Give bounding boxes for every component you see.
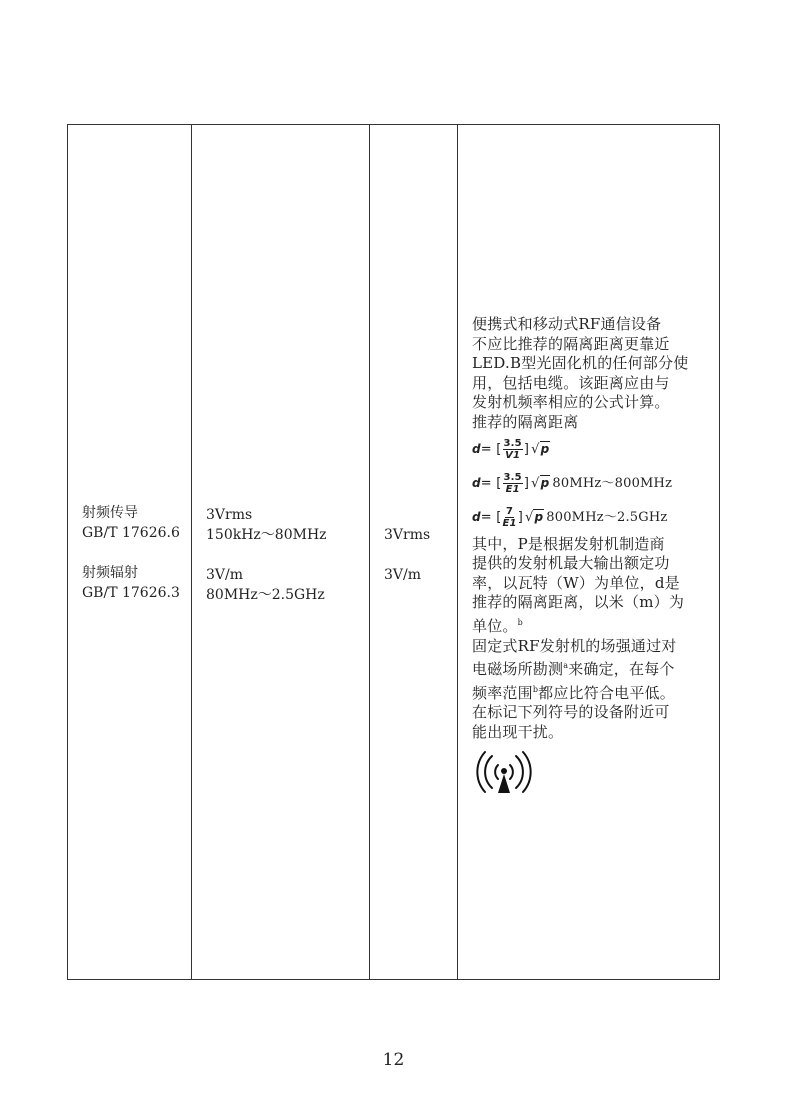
formula-d: d [472,475,481,490]
formula-range: 80MHz～800MHz [552,475,673,491]
intro-line: 用，包括电缆。该距离应由与 [472,373,670,392]
guidance-cell [472,315,708,802]
formula-numerator: 7 [506,506,514,518]
radiated-standard: GB/T 17626.3 [82,585,180,601]
radiated-compliance: 3V/m [384,567,422,583]
p-explanation-line: 推荐的隔离距离，以米（m）为 [472,593,685,612]
radiated-level: 3V/m [206,567,244,583]
p-explanation-line: 其中，P是根据发射机制造商 [472,534,665,553]
footnote-marker: b [517,617,523,627]
emc-immunity-table [67,124,720,980]
distance-formula [472,433,708,467]
formula-sqrt: √p [531,475,550,491]
fixed-transmitter-line [472,680,708,704]
formula-fraction [503,506,517,529]
fixed-transmitter-line: 固定式RF发射机的场强通过对 [472,636,677,655]
test-item-cell [82,503,190,603]
formula-bracket: = [ [480,509,502,525]
marking-line: 在标记下列符号的设备附近可 [472,703,670,722]
radiated-label: 射频辐射 [82,565,138,581]
formula-d: d [472,509,481,524]
formula-denominator: V1 [505,450,521,462]
formula-bracket: = [ [480,475,502,491]
conducted-compliance: 3Vrms [384,527,431,543]
conducted-level: 3Vrms [206,507,253,523]
p-explanation-line [472,613,708,637]
fixed-text: 都应比符合电平低。 [538,683,675,702]
formula-numerator: 3.5 [503,472,522,484]
p-explanation-text: 单位。 [472,616,518,635]
recommended-distance-heading: 推荐的隔离距离 [472,412,579,431]
marking-line: 能出现干扰。 [472,722,564,741]
formula-sqrt: √p [531,441,550,457]
intro-line: 不应比推荐的隔离距离更靠近 [472,334,670,353]
formula-fraction [503,438,523,461]
distance-formula [472,501,708,535]
conducted-range: 150kHz～80MHz [206,527,327,543]
fixed-transmitter-line [472,656,708,680]
column-divider [191,125,192,979]
p-explanation-line: 率，以瓦特（W）为单位，d是 [472,573,680,592]
formula-numerator: 3.5 [503,438,522,450]
formula-bracket: ] [517,509,523,525]
intro-line: 便携式和移动式RF通信设备 [472,315,662,333]
formula-fraction [503,472,523,495]
footnote-marker: b [532,684,539,694]
formula-denominator: E1 [502,518,517,530]
formula-d: d [472,441,481,456]
fixed-text: 电磁场所勘测 [472,660,564,679]
conducted-label: 射频传导 [82,505,138,521]
non-ionizing-radiation-icon [472,747,536,797]
page-number: 12 [382,1050,405,1070]
radiated-range: 80MHz～2.5GHz [206,587,325,603]
formula-p: p [540,441,550,456]
distance-formula [472,467,708,501]
formula-bracket: ] [523,441,530,457]
compliance-level-cell [384,525,454,585]
formula-range: 800MHz～2.5GHz [546,509,668,525]
formula-denominator: E1 [505,484,520,496]
formula-bracket: ] [523,475,530,491]
formula-p: p [534,509,544,524]
conducted-standard: GB/T 17626.6 [82,525,180,541]
intro-line: LED.B型光固化机的任何部分使 [472,354,689,373]
test-level-cell [206,505,374,605]
column-divider [457,125,458,979]
p-explanation-line: 提供的发射机最大输出额定功 [472,554,670,573]
formula-sqrt: √p [524,509,544,525]
footnote-marker: a [563,661,569,671]
formula-bracket: = [ [480,441,502,457]
intro-line: 发射机频率相应的公式计算。 [472,393,670,412]
fixed-text: 频率范围 [472,683,533,702]
formula-p: p [540,475,550,490]
fixed-text: 来确定，在每个 [568,660,675,679]
